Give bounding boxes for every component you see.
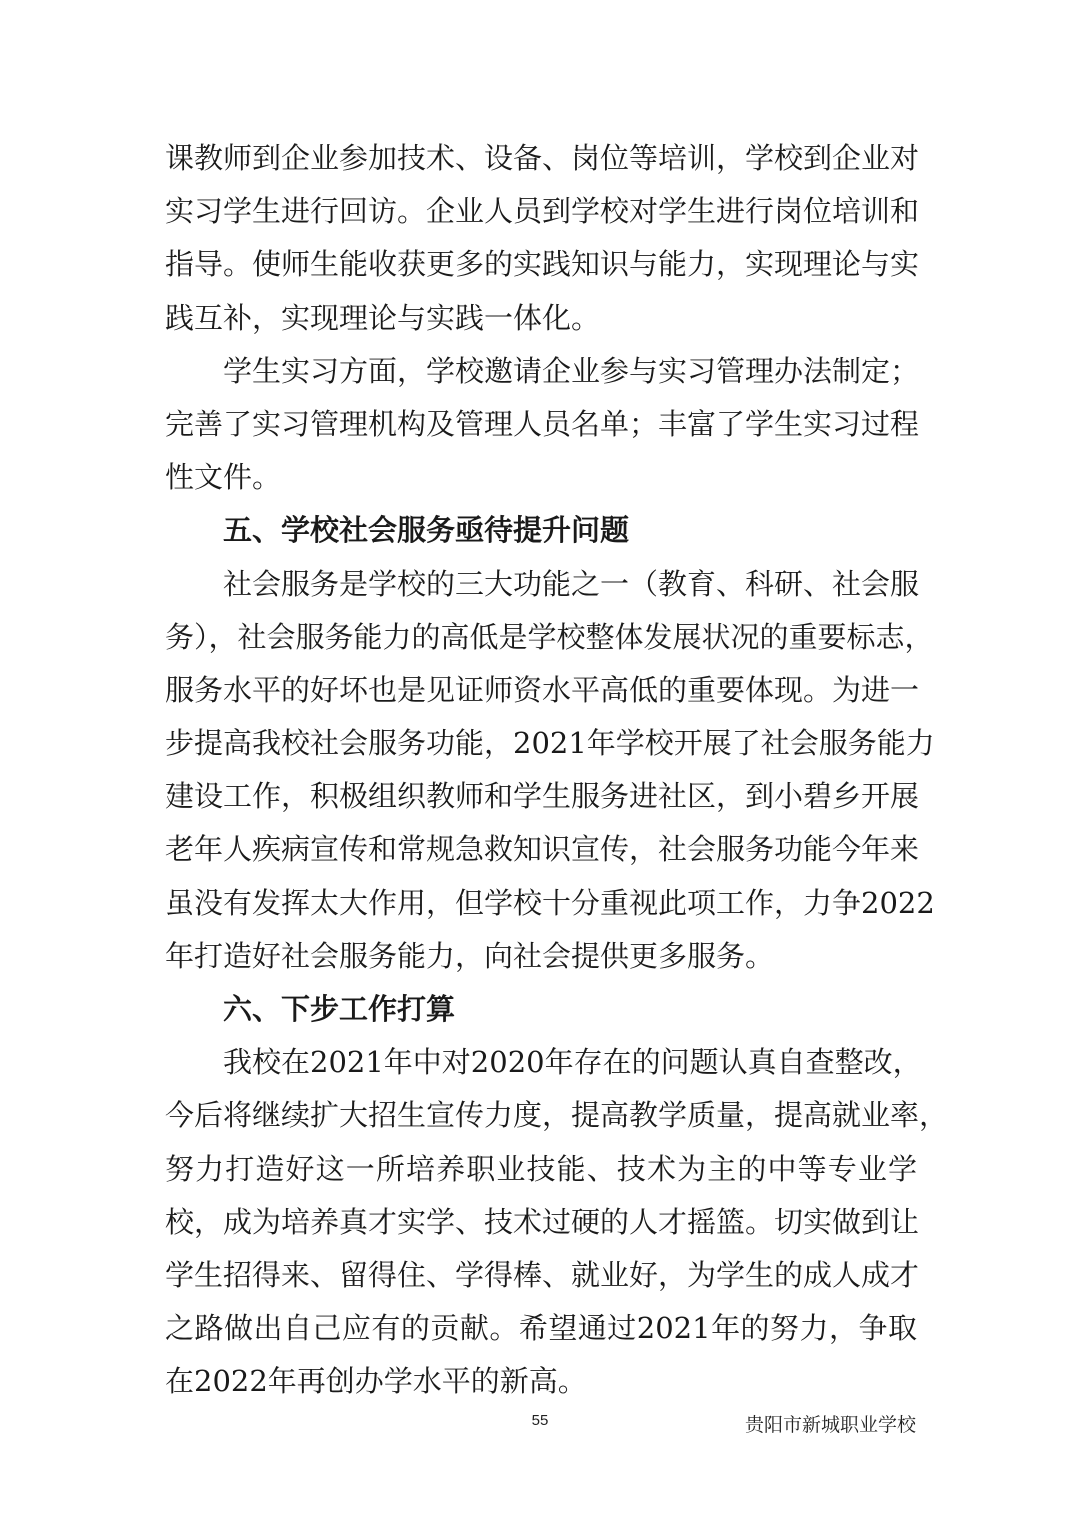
- paragraph-line: 指导。使师生能收获更多的实践知识与能力，实现理论与实: [165, 247, 920, 282]
- paragraph-line: 步提高我校社会服务功能，2021年学校开展了社会服务能力: [165, 726, 935, 761]
- paragraph-line: 完善了实习管理机构及管理人员名单；丰富了学生实习过程: [165, 406, 920, 441]
- paragraph-line: 课教师到企业参加技术、设备、岗位等培训，学校到企业对: [165, 141, 920, 175]
- paragraph-line: 践互补，实现理论与实践一体化。: [165, 300, 601, 335]
- paragraph-line: 实习学生进行回访。企业人员到学校对学生进行岗位培训和: [165, 194, 920, 229]
- paragraph-line: 在2022年再创办学水平的新高。: [165, 1364, 587, 1399]
- section-heading: 六、下步工作打算: [223, 992, 456, 1026]
- paragraph-line: 老年人疾病宣传和常规急救知识宣传，社会服务功能今年来: [165, 832, 920, 867]
- paragraph-line: 服务水平的好坏也是见证师资水平高低的重要体现。为进一: [165, 672, 920, 707]
- paragraph-line: 社会服务是学校的三大功能之一（教育、科研、社会服: [223, 566, 920, 601]
- paragraph-line: 性文件。: [165, 460, 282, 495]
- paragraph-line: 建设工作，积极组织教师和学生服务进社区，到小碧乡开展: [165, 779, 920, 814]
- paragraph-line: 努力打造好这一所培养职业技能、技术为主的中等专业学: [165, 1151, 917, 1186]
- paragraph-line: 校，成为培养真才实学、技术过硬的人才摇篮。切实做到让: [165, 1204, 920, 1239]
- paragraph-line: 今后将继续扩大招生宣传力度，提高教学质量，提高就业率，: [165, 1098, 949, 1133]
- paragraph-line: 我校在2021年中对2020年存在的问题认真自查整改，: [223, 1045, 922, 1080]
- paragraph-line: 年打造好社会服务能力，向社会提供更多服务。: [165, 938, 775, 973]
- document-body: [165, 132, 949, 1409]
- section-heading: 五、学校社会服务亟待提升问题: [223, 513, 630, 548]
- page-number: 55: [531, 1412, 549, 1429]
- footer-school-name: 贵阳市新城职业学校: [744, 1414, 916, 1436]
- paragraph-line: 务），社会服务能力的高低是学校整体发展状况的重要标志，: [165, 619, 934, 654]
- paragraph-line: 之路做出自己应有的贡献。希望通过2021年的努力，争取: [165, 1311, 917, 1346]
- paragraph-line: 学生招得来、留得住、学得棒、就业好，为学生的成人成才: [165, 1257, 920, 1292]
- paragraph-line: 学生实习方面，学校邀请企业参与实习管理办法制定；: [223, 353, 920, 388]
- paragraph-line: 虽没有发挥太大作用，但学校十分重视此项工作，力争2022: [165, 885, 935, 920]
